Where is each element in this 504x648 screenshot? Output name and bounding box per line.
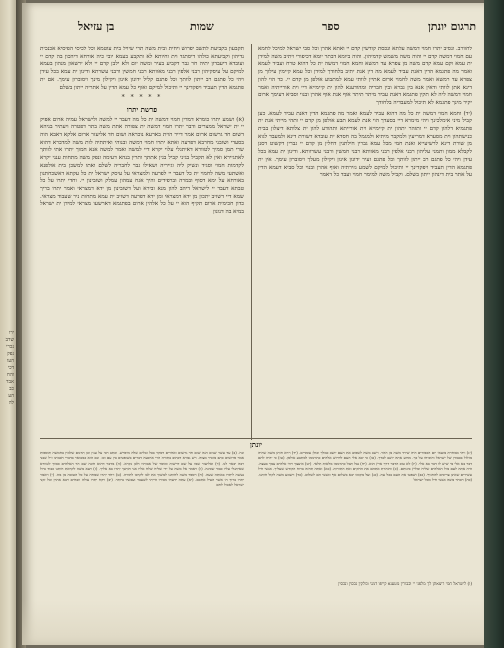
page-header [38,20,476,42]
page-bottom-shading [22,600,484,645]
book-cover-edge [484,0,504,648]
footer-right-notes: (יג) ויהי ממחרת מוצאי יום הכפורים היה שירד משה מן ההר. וישב משה לשפוט את העם יושב כמלך וכולן עומדים. (יד) וירא חותן משה שהיה מזלזל בכבודן של ישראל והוכיחו על כך. מדוע אתה יושב לבדך. (טו) כי יבא אלי העם לדרוש אלהים כתרגומו למתבע אולפן. (טז) כי יהיה להם דבר בא אלי מי שיש לו דבר בא אלי. (יז) לא טוב הדבר דרך ארץ הוא. (יח) נבל תבל כתרגומו מלאות תלאי. (יט) איעצך ויהי אלהים עמך בעצה. היה אתה לעם מול האלהים שליח ומליץ בינותם. (כ) והזהרת אתהם את החקים ואת התורות. (כא) ואתה תחזה ברוח הקודש שעליך. אנשי חיל עשירים שאינן צריכים להחניף. (כב) ושפטו את העם בכל עת. (כג) ועל מקומו יבא בשלום אף ואנשי הם לשלום. (כד) וישמע משה לקול חותנו. (כה) ויבחר משה אנשי חיל מכל ישראל [258,450,472,483]
previous-page-edge [0,0,16,648]
header-right-title: תרגום יונתן [428,20,477,33]
footer-heading: יונתן [250,440,262,449]
header-book-label: ספר [322,20,340,33]
previous-page-margin-text: ירו שדב נכרי נפק העו דכי והח אבד כב הע לה [5,330,14,406]
left-text-column [40,46,244,438]
header-left-title: בן עזיאל [78,20,115,33]
column-divider [251,44,252,440]
footer-left-notes: ונח. (ב) עד עשר שנים הנה שום חד גרשום ואחרים דסקר בכל זבלים שלה מיפרש. וכתב רבי על ענין וכן תרגום שלמין בחמשה תוספות אמר פרושים כתב מזכיר מצוה. ויש גמרא דכתוב בתורה הרי ארבעה דברים בשופטים בין עם וכו. וגם הוא כמבואר בדברי חכמינו ז״ל שבני רבה יבאר לנו. (ד) ואליעזר שמו על שם דרשות ומוסר של אבותיו ולכן נקרא. (ה) מדבר דהוא חונה שם הר האלהים סמוך לטוורא שאיתגלי עליו כבוד שכינה. (ו) ויאמר אל משה על ידי שליח שלח אליו אני חותנך יתרו בא אליך. (ז) ויצא משה לקראת חותנו כבוד גדול נעשה ליתרו באותה שעה. (ח) ויספר משה לחותנו למשוך את לבו לקרבו לתורה. (ט) ויחד יתרו שמחה על כל הטובה מן מה. (י) ויאמר יתרו ברוך ה׳ אשר הציל אתכם. (יא) עתה ידעתי מכירו הייתי לשעבר ועכשיו ביותר. (יב) ויקח יתרו עולה וזבחים ויבא אהרן וכל זקני ישראל לאכול לחם [40,450,244,488]
right-text-column [258,46,472,438]
left-paragraph-1: תקבעון בקביעת לתשב יפרוש ויחית ובית משה תרי שיויל בית עוטמא וכל לכיסי הפיסיא אכנכית נדיהון וקביעתא כולהו דיסתגד וית וחיותא לא ותקבע בעמא יובי כיה אורחא דיהכון בה קדם יי ועובדא דיעבדון יתיה חר גבר דקביע בעיר ומשה יום ולא ילבן קדם יי ולא ירשאון מנהון בעמא למיקם על עיסקיהון רבני אלפין רבני מאוותא רבני חמשין ורבני עשרתא ודינון ית עמא בכל עידן ויהי כל פתגם רב ייתון לוותך וכל פתגם קליל ידונון אינון ויקילון מינך ויסוברון עימך. אם ית פתגמא הדין תעביד ויפקדינך יי ותיכול למיקם ואוף כל עמא הדין על אתריה ייתון בשלם [40,46,244,91]
section-separator-stars: * * * * * [121,94,163,102]
right-paragraph-2: (יד) וחמא חמוי דמשה ית כל מה דהוא עביד לעמא ואמר מה פתגמא הדין דאנת עביד לעמא. כען קביל מיני אימלכינך ויהי מימרא דיי בסעדך הוי אנת לעמא תבע אולפן מן קדם יי ותהי מייתי אנת ית פתגמיא דלהון קדם יי ותזהר יתהון ית קיימייא וית אורייתא ותהודע להון ית צלותא דיצלון בבית כנישתהון וית מסערא דמריעין ולמקבר מיתיא ולמגמל בה חסדא ית עובדא דשורת דינא ולמעבד לגוא מן שורת דינא לרשיעייא ואנת חמי מכל עמא גברין חילתנין דחלין מן קדם יי גברין דקשוט דסנן לקבלא ממון ותמני עליהון רבני אלפין רבני מאוותא רבני חמשין ורבני עשרוותא. ודינון ית עמא בכל עידן ויהי כל פתגם רב ייתון לוותך וכל פתגם זעיר ידונון אינון ויקילון מעלך ויסוברון עימך. אין ית פתגמא הדין תעביד ויפקדינך יי ותיכול למיקם לשמע גזירתיה ואוף אהרן ובנוי וכל סביא דעמא הדין על אתר בית דינהון ייתון בשלם. וקביל משה למימר חמוי ועבד כל דאמר [258,110,472,179]
left-paragraph-2: (א) ושמע יתרו כומרא דמדין חמוי דמשה ית כל מה דעבד יי למשה ולישראל עמיה ארום אפיק יי ית ישראל ממצרים ודבר יתרו חמוי דמשה ית צפורה אתת משה בתר דפטרה ויעתיר בניהא דשום חד גרשום ארום אמר דייר הוית בארעא נוכראה ושום חד אליעזר ארום אלקא דאבא הוה בסעדי ושזבני מחרבא דפרעה ואתא יתרו חמוי דמשה ובנוהי ואיתתיה לות משה למדברא דהוא שרי תמן סמיך לטוורא דאיתגלי עלוי יקרא דיי למשה ואמר למשה אנא חמוך יתרו אתי לוותך לאתגיירא ואין לא תקביל בגיני קביל בגין אתתך ותרין בנהא דעימה ונפק משה מתחות ענני יקרא לקדמות חמוי וסגיד ונשיק ליה וגייריה ושאילו גבר לחבריה לשלם ואתו למשכן בית אולפנא ואשתעי משה לחמוי ית כל דעבד יי לפרעה ולמצראי על עיסק ישראל ית כל עקתא דאשכחתנון באורחא על ימא דסוף ובמרה וברפידים והיך אגח עמהון עמלק ושזבינון יי. וחדי יתרו על כל טבתא דעבד יי לישראל דיהב להון מנא ובירא ועל דשזבינון מן ידא דמצראי ואמר יתרו בריך שמא דיי דשזיב יתכון מן ידא דמצראי ומן ידא דפרעה דשזיב ית עמא מתחות ניר שעבוד מצראי. כדון חכימית ארום תקיף הוא יי על כל אלהין ארום בפתגמא דארשעו מצראי למידן ית ישראל במיא בה דנונון [40,116,244,216]
header-center-title: שמות [190,20,214,33]
section-title: פרשת יתרו [126,104,158,114]
footer-divider [40,438,472,439]
right-paragraph-1: לחוורב. ונסיב יתרו חמוי דמשה עלתא ונכסת קודשין קדם יי ואתא אהרן וכל סבי ישראל למיכל לחמא עם חמוי דמשה קדם יי והוה משה משמש קדמיהון. והוה ביומא דבתר יומא דכיפורי ויתיב משה למידן ית עמא וקם עמא קדם משה מן צפרא עד רמשא וחמא חמוי דמשה ית כל דהוא טרח ועביד לעמא ואמר מה פתגמא הדין דאנת עביד לעמא מה דין אנת יתיב בלחודך למידן וכל עמא קיימין עילוך מן צפרא עד רמשא ואמר משה לחמוי ארום אתיין לוותי עמא למתבוע אולפן מן קדם יי. כד הוי להון דינא אתן לוותי ודאין אנא בין גברא ובין חבריה ומהודענא להון ית קיימייא דיי וית אורייתיה ואמר חמוי דמשה ליה לא תקין פתגמא דאנת עביד מיתר תיתר אוף אנת אוף אהרן ובנוי וסביא דעימך ארום יקיר מינך פתגמא לא תיכול למעבדיה בלחודך [258,46,472,106]
footer-bottom-note: (ו) לישראל חמי ריצאתן לך מלפני יי וכבורין מטענא קייפו דמגי ומלקין נכסין ונכסין [338,582,472,587]
